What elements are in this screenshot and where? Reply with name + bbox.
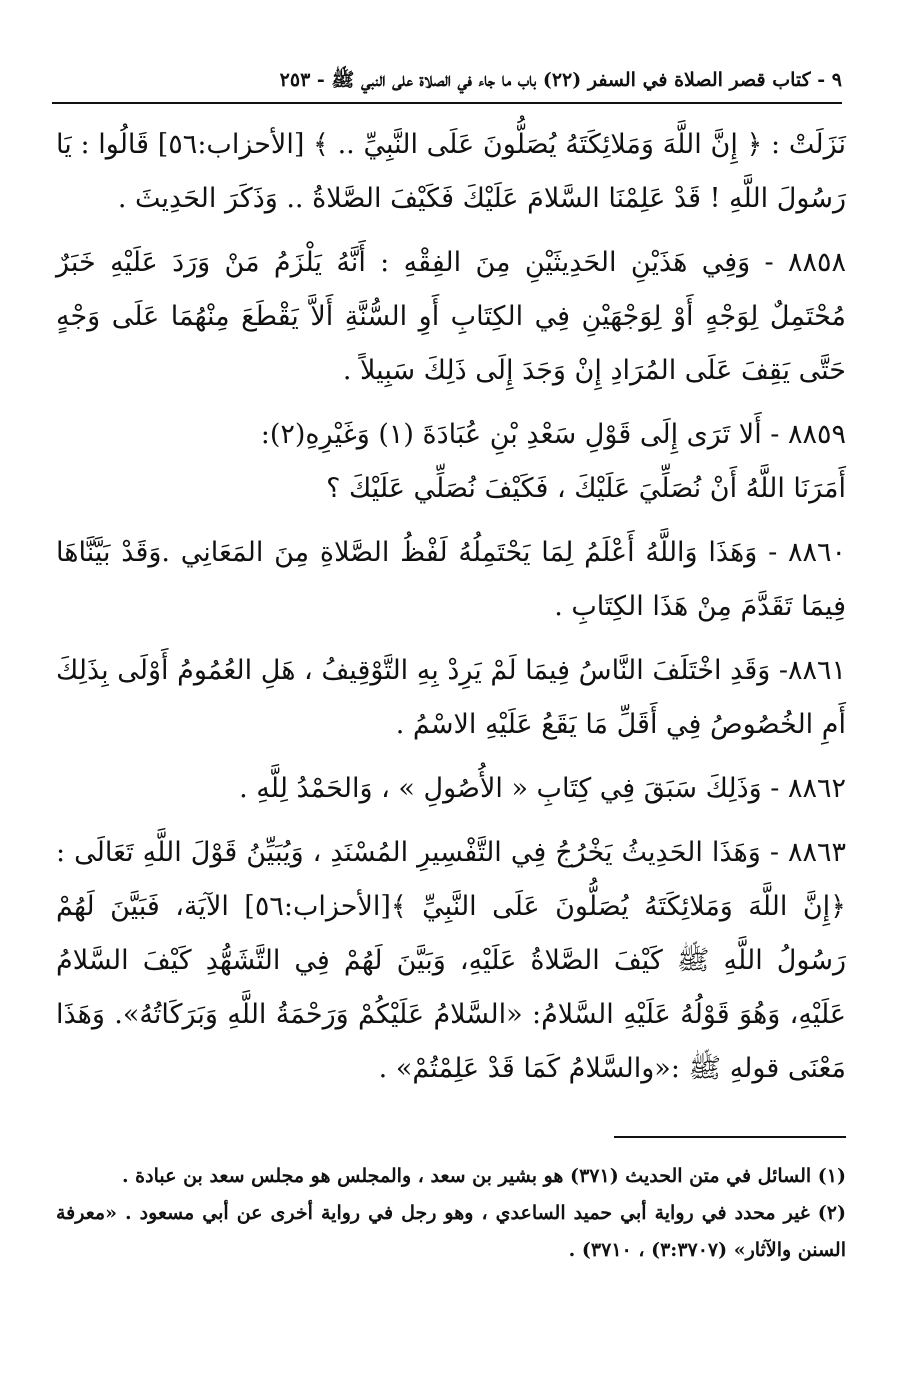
paragraph-8863: ٨٨٦٣ - وَهَذَا الحَدِيثُ يَخْرُجُ فِي التَّفْسِيرِ المُسْنَدِ ، وَيُبَيِّنُ قَوْلَ اللَّهِ تَعَالَى : ﴿إِنَّ اللَّهَ وَمَلائِكَتَهُ يُصَلُّونَ عَلَى النَّبِيِّ ﴾[الأحزاب:٥٦] الآيَة، فَبَيَّنَ لَهُمْ رَسُولُ اللَّهِ ﷺ كَيْفَ الصَّلاةُ عَلَيْهِ، وَبَيَّنَ لَهُمْ فِي التَّشَهُّدِ كَيْفَ السَّلامُ عَلَيْهِ، وَهُوَ قَوْلُهُ عَلَيْهِ السَّلامُ: «السَّلامُ عَلَيْكُمْ وَرَحْمَةُ اللَّهِ وَبَرَكَاتُهُ». وَهَذَا مَعْنَى قولهِ ﷺ :«والسَّلامُ كَمَا قَدْ عَلِمْتُمْ» . bbox=[56, 837, 846, 1084]
paragraph-8860: ٨٨٦٠ - وَهَذَا وَاللَّهُ أَعْلَمُ لِمَا يَحْتَمِلُهُ لَفْظُ الصَّلاةِ مِنَ المَعَانِي .وَقَدْ بَيَّنَّاهَا فِيمَا تَقَدَّمَ مِنْ هَذَا الكِتَابِ . bbox=[56, 537, 846, 622]
paragraph-8859-quote: أَمَرَنَا اللَّهُ أَنْ نُصَلِّيَ عَلَيْكَ ، فَكَيْفَ نُصَلِّي عَلَيْكَ ؟ bbox=[326, 473, 846, 504]
footnote-2: (٢) غير محدد في رواية أبي حميد الساعدي ، وهو رجل في رواية أخرى عن أبي مسعود . «معرفة السنن والآثار» (٣:٣٧٠٧) ، ٣٧١٠) . bbox=[56, 1202, 846, 1261]
paragraph-8858: ٨٨٥٨ - وَفِي هَذَيْنِ الحَدِيثَيْنِ مِنَ الفِقْهِ : أَنَّهُ يَلْزَمُ مَنْ وَرَدَ عَلَيْهِ خَبَرٌ مُحْتَمِلٌ لِوَجْهٍ أَوْ لِوَجْهَيْنِ فِي الكِتَابِ أَوِ السُّنَّةِ أَلاَّ يَقْطَعَ مِنْهُمَا عَلَى وَجْهٍ حَتَّى يَقِفَ عَلَى المُرَادِ إِنْ وَجَدَ إِلَى ذَلِكَ سَبِيلاً . bbox=[56, 247, 846, 386]
header-divider bbox=[52, 102, 842, 104]
running-header: ٩ - كتاب قصر الصلاة في السفر (٢٢) باب ما جاء في الصلاة على النبي ﷺ - ٢٥٣ bbox=[279, 69, 842, 91]
paragraph-8859: ٨٨٥٩ - أَلا تَرَى إِلَى قَوْلِ سَعْدِ بْنِ عُبَادَةَ (١) وَغَيْرِهِ(٢): bbox=[260, 419, 846, 450]
footnote-divider bbox=[614, 1136, 846, 1138]
paragraph-8862: ٨٨٦٢ - وَذَلِكَ سَبَقَ فِي كِتَابِ « الأُصُولِ » ، وَالحَمْدُ لِلَّهِ . bbox=[239, 773, 846, 804]
paragraph-continuation: نَزَلَتْ : ﴿ إِنَّ اللَّهَ وَمَلائِكَتَهُ يُصَلُّونَ عَلَى النَّبِيِّ .. ﴾ [الأحزاب:٥٦] قَالُوا : يَا رَسُولَ اللَّهِ ! قَدْ عَلِمْنَا السَّلامَ عَلَيْكَ فَكَيْفَ الصَّلاةُ .. وَذَكَرَ الحَدِيثَ . bbox=[56, 129, 846, 214]
footnote-1: (١) السائل في متن الحديث (٣٧١) هو بشير بن سعد ، والمجلس هو مجلس سعد بن عبادة . bbox=[121, 1165, 846, 1187]
paragraph-8861: ٨٨٦١- وَقَدِ اخْتَلَفَ النَّاسُ فِيمَا لَمْ يَرِدْ بِهِ التَّوْقِيفُ ، هَلِ العُمُومُ أَوْلَى بِذَلِكَ أَمِ الخُصُوصُ فِي أَقَلِّ مَا يَقَعُ عَلَيْهِ الاسْمُ . bbox=[56, 655, 846, 740]
footnotes bbox=[56, 1158, 846, 1269]
main-text bbox=[56, 118, 846, 1106]
